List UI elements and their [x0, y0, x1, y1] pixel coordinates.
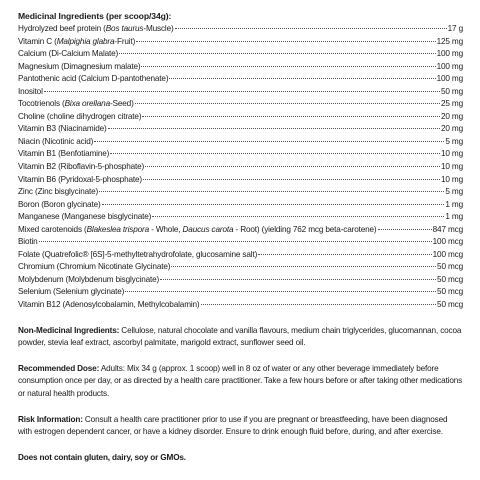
- ingredient-name: [18, 123, 107, 136]
- leader-dots: [143, 179, 440, 180]
- leader-dots: [135, 103, 440, 104]
- ingredient-row: [18, 36, 463, 49]
- allergen-text: Does not contain gluten, dairy, soy or GMOs.: [18, 452, 186, 462]
- ingredient-source-species: Bos taurus: [105, 24, 144, 33]
- ingredient-name-part: - Root) (yielding 762 mcg beta-carotene): [233, 224, 377, 234]
- ingredient-row: [18, 224, 463, 237]
- ingredient-amount: 50 mg: [440, 86, 463, 96]
- ingredient-amount: 100 mcg: [432, 249, 463, 259]
- non-medicinal-paragraph: [18, 325, 463, 350]
- ingredient-row: [18, 211, 463, 224]
- ingredient-name-part: Tocotrienols (: [18, 99, 65, 109]
- risk-text: Consult a health care practitioner prior to use if you are pregnant or breastfeeding, have been diagnosed with estrogen dependent cancer, or have a kidney disorder. Ensure to drink enough fluid before, during, and after exercise.: [18, 414, 448, 437]
- leader-dots: [142, 116, 440, 117]
- leader-dots: [175, 28, 447, 29]
- leader-dots: [152, 216, 444, 217]
- ingredient-name: [18, 236, 38, 249]
- ingredient-amount: 100 mcg: [432, 237, 463, 247]
- ingredient-name-part: Zinc (Zinc bisglycinate): [18, 187, 99, 197]
- supplement-facts-panel: [18, 10, 463, 464]
- leader-dots: [201, 304, 437, 305]
- leader-dots: [169, 78, 435, 79]
- ingredient-amount: 50 mcg: [437, 287, 463, 297]
- ingredient-source-species: Bixa orellana: [64, 99, 110, 109]
- dose-label: Recommended Dose:: [18, 363, 100, 373]
- risk-label: Risk Information:: [18, 414, 83, 424]
- non-medicinal-text: Cellulose, natural chocolate and vanilla flavours, medium chain triglycerides, glucomannan, cocoa powder, stevia leaf extract, ascorbyl palmitate, marigold extract, sunflower seed oil.: [18, 325, 462, 348]
- ingredient-name: [18, 86, 43, 99]
- leader-dots: [44, 91, 440, 92]
- leader-dots: [160, 279, 436, 280]
- ingredient-name-part: -Seed): [109, 99, 134, 109]
- ingredient-name-part: Choline (choline dihydrogen citrate): [18, 111, 142, 121]
- ingredient-name-part: Vitamin B2 (Riboflavin-5-phosphate): [18, 162, 145, 172]
- ingredient-name: [18, 148, 109, 161]
- leader-dots: [94, 141, 444, 142]
- leader-dots: [110, 153, 440, 154]
- ingredient-amount: 10 mg: [440, 162, 463, 172]
- ingredient-name: [18, 261, 170, 274]
- ingredient-name: [18, 73, 168, 86]
- ingredient-source-species: Blakeslea trispora: [86, 224, 149, 234]
- ingredient-name-part: -Muscle): [143, 24, 174, 33]
- ingredient-list: [18, 23, 463, 312]
- ingredient-name: [18, 161, 144, 174]
- leader-dots: [378, 229, 432, 230]
- ingredient-name: [18, 111, 141, 124]
- ingredient-name: [18, 61, 140, 74]
- medicinal-heading: Medicinal Ingredients (per scoop/34g):: [18, 11, 172, 21]
- ingredient-row: [18, 186, 463, 199]
- ingredient-amount: 1 mg: [445, 212, 463, 222]
- ingredient-name-part: Pantothenic acid (Calcium D-pantothenate): [18, 74, 169, 84]
- ingredient-amount: 5 mg: [445, 187, 463, 197]
- ingredient-row: [18, 73, 463, 86]
- leader-dots: [258, 254, 431, 255]
- ingredient-row: [18, 48, 463, 61]
- ingredient-row: [18, 161, 463, 174]
- leader-dots: [125, 291, 436, 292]
- ingredient-name-part: Vitamin B6 (Pyridoxal-5-phosphate): [18, 174, 142, 184]
- leader-dots: [102, 204, 445, 205]
- ingredient-name: [18, 174, 142, 187]
- ingredient-row: [18, 199, 463, 212]
- risk-paragraph: [18, 414, 463, 439]
- leader-dots: [171, 266, 436, 267]
- ingredient-name-part: Calcium (Di-Calcium Malate): [18, 49, 119, 59]
- ingredient-amount: 100 mg: [436, 61, 463, 71]
- leader-dots: [99, 191, 444, 192]
- leader-dots: [145, 166, 440, 167]
- dose-paragraph: [18, 363, 463, 401]
- ingredient-amount: 20 mg: [440, 124, 463, 134]
- ingredient-name: [18, 249, 257, 262]
- ingredient-row: [18, 286, 463, 299]
- ingredient-amount: 50 mcg: [437, 274, 463, 284]
- ingredient-name: [18, 299, 200, 312]
- ingredient-row: [18, 261, 463, 274]
- ingredient-name-part: - Whole,: [149, 224, 183, 234]
- ingredient-name: [18, 23, 174, 36]
- ingredient-name-part: Vitamin B12 (Adenosylcobalamin, Methylcobalamin): [18, 300, 200, 310]
- ingredient-name-part: Molybdenum (Molybdenum bisglycinate): [18, 274, 160, 284]
- ingredient-name: [18, 211, 151, 224]
- ingredient-name-part: Vitamin B1 (Benfotiamine): [18, 149, 110, 159]
- ingredient-amount: 1 mg: [445, 199, 463, 209]
- ingredient-amount: 10 mg: [440, 149, 463, 159]
- ingredient-name: [18, 274, 159, 287]
- ingredient-name: [18, 286, 124, 299]
- leader-dots: [136, 41, 435, 42]
- ingredient-name: [18, 224, 377, 237]
- ingredient-row: [18, 174, 463, 187]
- ingredient-name: [18, 48, 118, 61]
- ingredient-name: [18, 36, 135, 49]
- ingredient-name-part: Niacin (Nicotinic acid): [18, 136, 94, 146]
- ingredient-amount: 100 mg: [436, 74, 463, 84]
- ingredient-amount: 20 mg: [440, 111, 463, 121]
- dose-text: Adults: Mix 34 g (approx. 1 scoop) well in 8 oz of water or any other beverage immediately before consumption once per day, or as directed by a health care practitioner. Take a few hours before or after taking other medications or natural health products.: [18, 363, 463, 398]
- non-medicinal-label: Non-Medicinal Ingredients:: [18, 325, 120, 335]
- ingredient-source-species: Malpighia glabra: [56, 36, 115, 46]
- ingredient-name: [18, 186, 98, 199]
- ingredient-name-part: Chromium (Chromium Nicotinate Glycinate): [18, 262, 171, 272]
- ingredient-name-part: Vitamin B3 (Niacinamide): [18, 124, 107, 134]
- leader-dots: [141, 66, 435, 67]
- ingredient-name: [18, 199, 101, 212]
- ingredient-row: [18, 98, 463, 111]
- ingredient-row: [18, 111, 463, 124]
- ingredient-row: [18, 123, 463, 136]
- ingredient-name-part: Mixed carotenoids (: [18, 224, 87, 234]
- ingredient-name: [18, 136, 93, 149]
- ingredient-name-part: Folate (Quatrefolic® [6S]-5-methyltetrahydrofolate, glucosamine salt): [18, 249, 258, 259]
- allergen-statement: [18, 452, 463, 465]
- ingredient-amount: 50 mcg: [437, 300, 463, 310]
- ingredient-amount: 5 mg: [445, 136, 463, 146]
- ingredient-source-species: Daucus carota: [182, 224, 234, 234]
- ingredient-row: [18, 249, 463, 262]
- ingredient-row: [18, 299, 463, 312]
- ingredient-amount: 10 mg: [440, 174, 463, 184]
- ingredient-name-part: Hydrolyzed beef protein (: [18, 24, 106, 33]
- ingredient-row: [18, 86, 463, 99]
- leader-dots: [108, 128, 440, 129]
- ingredient-name: [18, 98, 134, 111]
- ingredient-amount: 17 g: [447, 24, 463, 33]
- ingredient-row: [18, 148, 463, 161]
- ingredient-row: [18, 61, 463, 74]
- ingredient-amount: 100 mg: [436, 49, 463, 59]
- ingredient-name-part: Inositol: [18, 86, 43, 96]
- ingredient-name-part: Manganese (Manganese bisglycinate): [18, 212, 152, 222]
- ingredient-name-part: Selenium (Selenium glycinate): [18, 287, 125, 297]
- leader-dots: [39, 241, 432, 242]
- ingredient-row: [18, 274, 463, 287]
- ingredient-name-part: Biotin: [18, 237, 38, 247]
- ingredient-name-part: Magnesium (Dimagnesium malate): [18, 61, 141, 71]
- ingredient-name-part: Boron (Boron glycinate): [18, 199, 101, 209]
- leader-dots: [119, 53, 435, 54]
- ingredient-amount: 25 mg: [440, 99, 463, 109]
- ingredient-name-part: Vitamin C (: [18, 36, 57, 46]
- ingredient-row: [18, 23, 463, 36]
- ingredient-amount: 125 mg: [436, 36, 463, 46]
- ingredient-name-part: -Fruit): [114, 36, 136, 46]
- ingredient-amount: 50 mcg: [437, 262, 463, 272]
- ingredient-amount: 847 mcg: [432, 224, 463, 234]
- ingredient-row: [18, 136, 463, 149]
- ingredient-row: [18, 236, 463, 249]
